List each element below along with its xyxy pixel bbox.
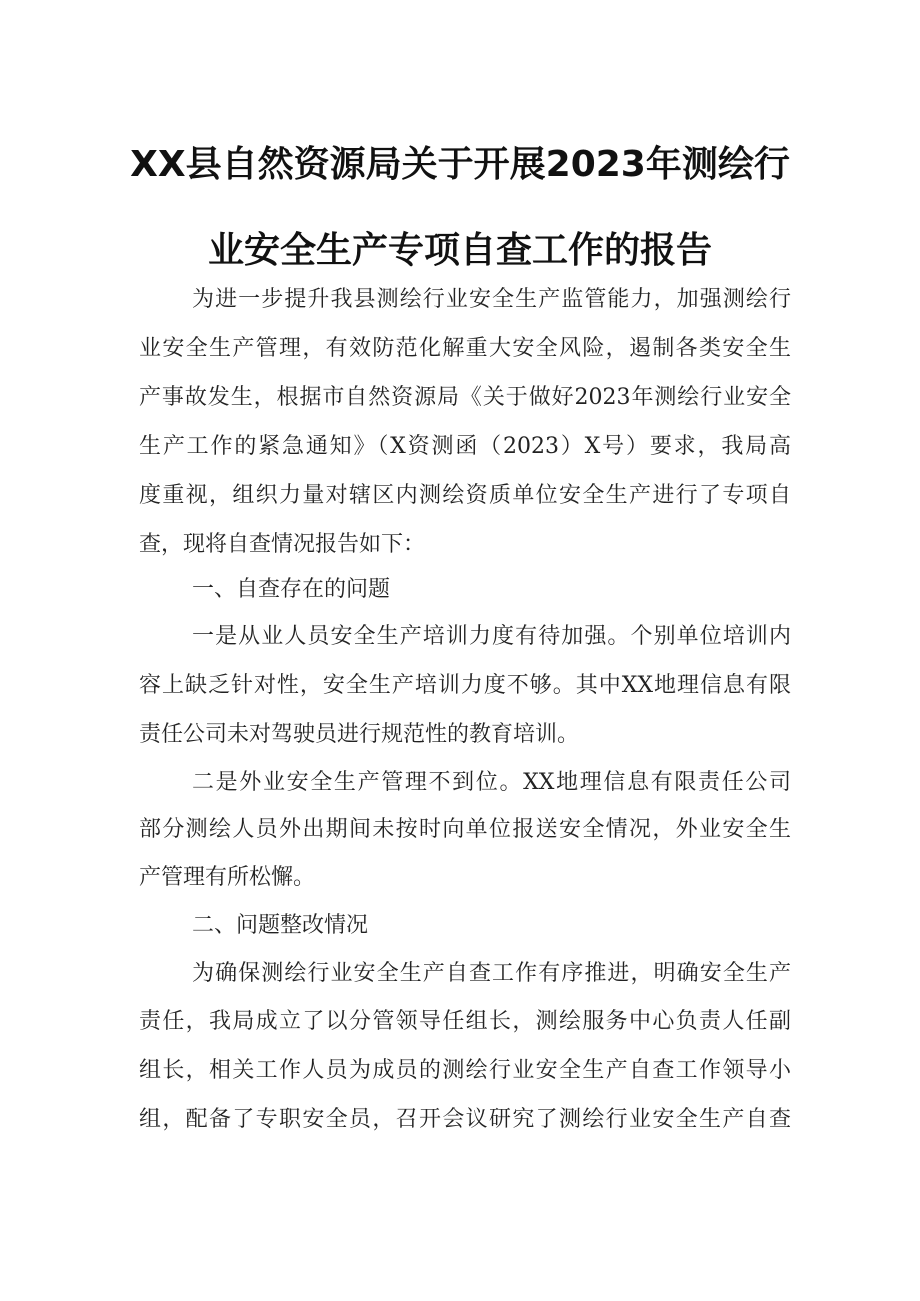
- paragraph-line: 责任公司未对驾驶员进行规范性的教育培训。: [139, 722, 580, 747]
- paragraph-line: 二是外业安全生产管理不到位。XX地理信息有限责任公司: [192, 770, 791, 795]
- paragraph-line: 容上缺乏针对性，安全生产培训力度不够。其中XX地理信息有限: [139, 673, 791, 698]
- paragraph-line: 生产工作的紧急通知》（X资测函（2023）X号）要求，我局高: [139, 434, 791, 459]
- paragraph-line: 业安全生产管理，有效防范化解重大安全风险，遏制各类安全生: [139, 336, 791, 361]
- section-heading: 一、自查存在的问题: [192, 577, 391, 602]
- paragraph-line: 组长，相关工作人员为成员的测绘行业安全生产自查工作领导小: [139, 1058, 791, 1083]
- paragraph-line: 责任，我局成立了以分管领导任组长，测绘服务中心负责人任副: [139, 1009, 791, 1034]
- paragraph-line: 为进一步提升我县测绘行业安全生产监管能力，加强测绘行: [192, 287, 791, 312]
- paragraph-line: 产管理有所松懈。: [139, 865, 316, 890]
- paragraph-line: 度重视，组织力量对辖区内测绘资质单位安全生产进行了专项自: [139, 483, 791, 508]
- section-heading: 二、问题整改情况: [192, 913, 369, 938]
- paragraph-line: 组，配备了专职安全员，召开会议研究了测绘行业安全生产自查: [139, 1107, 791, 1132]
- paragraph-line: 查，现将自查情况报告如下：: [139, 532, 426, 557]
- paragraph-line: 产事故发生，根据市自然资源局《关于做好2023年测绘行业安全: [139, 385, 791, 410]
- paragraph-line: 为确保测绘行业安全生产自查工作有序推进，明确安全生产: [192, 961, 791, 986]
- paragraph-line: 一是从业人员安全生产培训力度有待加强。个别单位培训内: [192, 624, 791, 649]
- document-title-line-1: XX县自然资源局关于开展2023年测绘行: [130, 144, 790, 185]
- document-title-line-2: 业安全生产专项自查工作的报告: [207, 230, 712, 271]
- paragraph-line: 部分测绘人员外出期间未按时向单位报送安全情况，外业安全生: [139, 817, 791, 842]
